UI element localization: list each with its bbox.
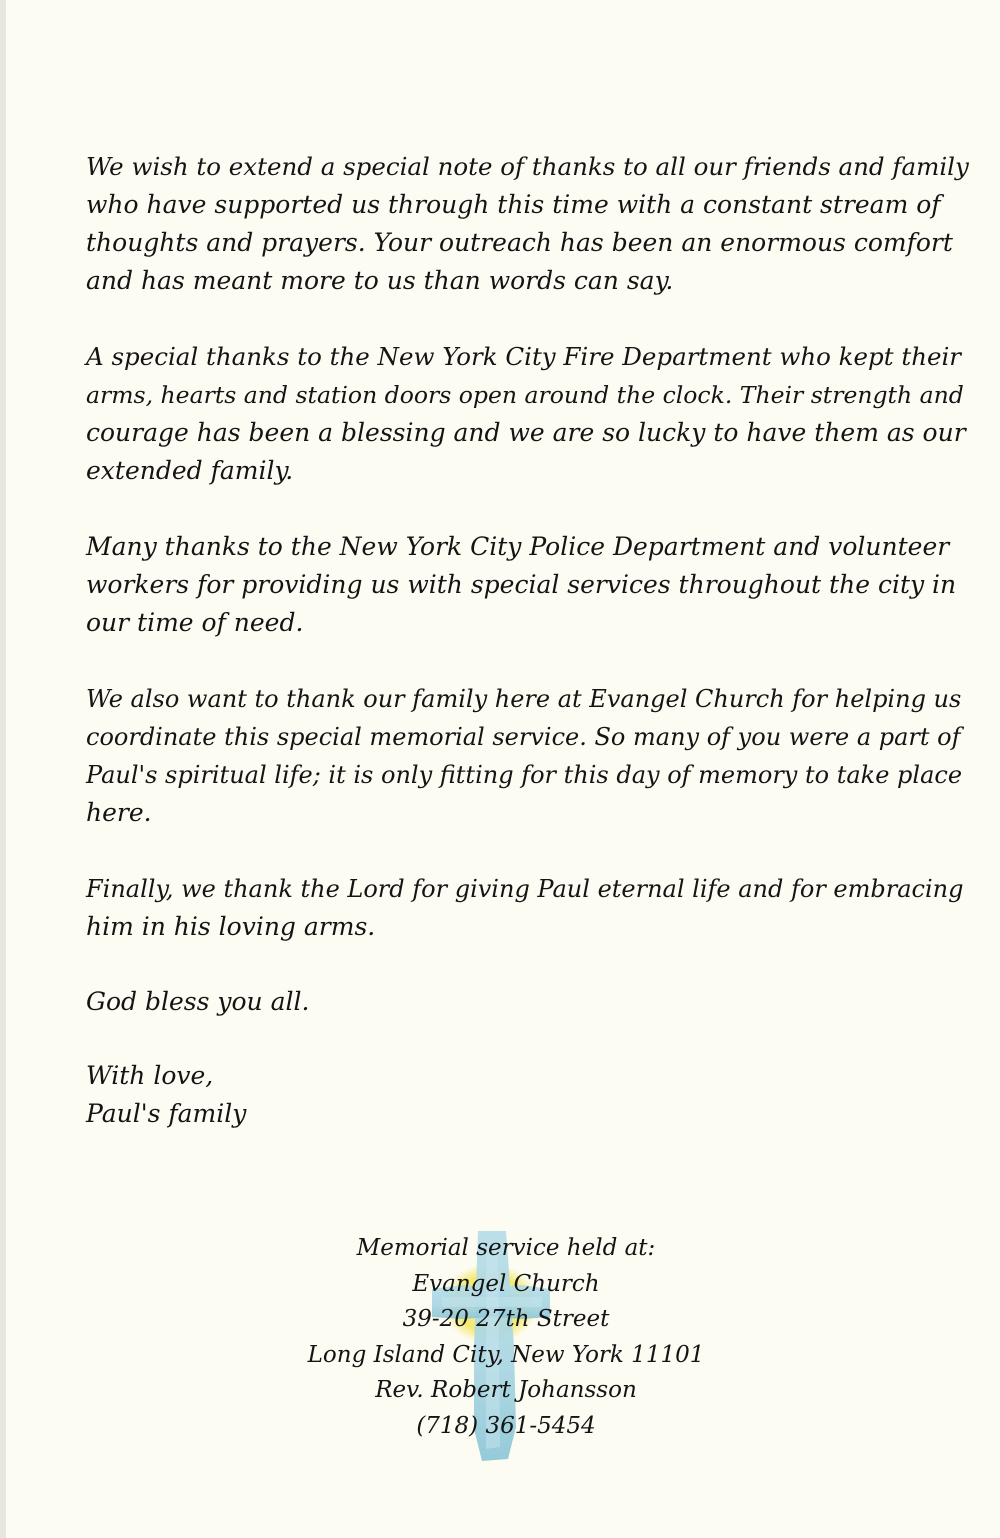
service-address-block (246, 1231, 766, 1444)
paragraph-thanks-lord (86, 870, 964, 946)
paragraph-thanks-friends-family (86, 148, 969, 300)
thank-you-letter (86, 148, 969, 1133)
memorial-service-details (246, 1227, 766, 1467)
letter-line: God bless you all. (86, 987, 310, 1016)
letter-line: thoughts and prayers. Your outreach has been an enormous comfort (86, 228, 953, 257)
pastor-name: Rev. Robert Johansson (375, 1377, 637, 1403)
phone-number: (718) 361-5454 (416, 1412, 596, 1439)
paragraph-thanks-fire-department (86, 338, 966, 490)
letter-line: coordinate this special memorial service. So many of you were a part of (86, 723, 961, 751)
letter-line: him in his loving arms. (86, 912, 376, 941)
letter-line: Finally, we thank the Lord for giving Paul eternal life and for embracing (86, 875, 964, 903)
paragraph-blessing (86, 983, 926, 1021)
paragraph-thanks-evangel-church (86, 680, 963, 832)
paragraph-thanks-police-department (86, 528, 957, 642)
letter-signature (86, 1057, 926, 1133)
letter-line: workers for providing us with special services throughout the city in (86, 570, 957, 599)
letter-line: Paul's spiritual life; it is only fitting for this day of memory to take place (86, 761, 963, 789)
letter-line: A special thanks to the New York City Fire Department who kept their (86, 342, 962, 371)
letter-line: here. (86, 798, 152, 827)
letter-line: We also want to thank our family here at Evangel Church for helping us (86, 685, 962, 713)
letter-line: With love, (86, 1061, 214, 1090)
street-address: 39-20 27th Street (402, 1306, 610, 1332)
letter-line: We wish to extend a special note of thanks to all our friends and family (86, 152, 969, 181)
service-heading: Memorial service held at: (356, 1235, 656, 1261)
letter-line: our time of need. (86, 608, 304, 637)
letter-line: courage has been a blessing and we are so lucky to have them as our (86, 418, 966, 447)
church-name: Evangel Church (412, 1270, 600, 1297)
letter-line: extended family. (86, 456, 294, 485)
letter-line: arms, hearts and station doors open around the clock. Their strength and (86, 381, 964, 409)
letter-line: Many thanks to the New York City Police Department and volunteer (86, 532, 950, 561)
letter-line: and has meant more to us than words can say. (86, 266, 674, 295)
letter-line: Paul's family (86, 1099, 247, 1128)
letter-line: who have supported us through this time with a constant stream of (86, 190, 941, 219)
city-address: Long Island City, New York 11101 (307, 1341, 705, 1368)
